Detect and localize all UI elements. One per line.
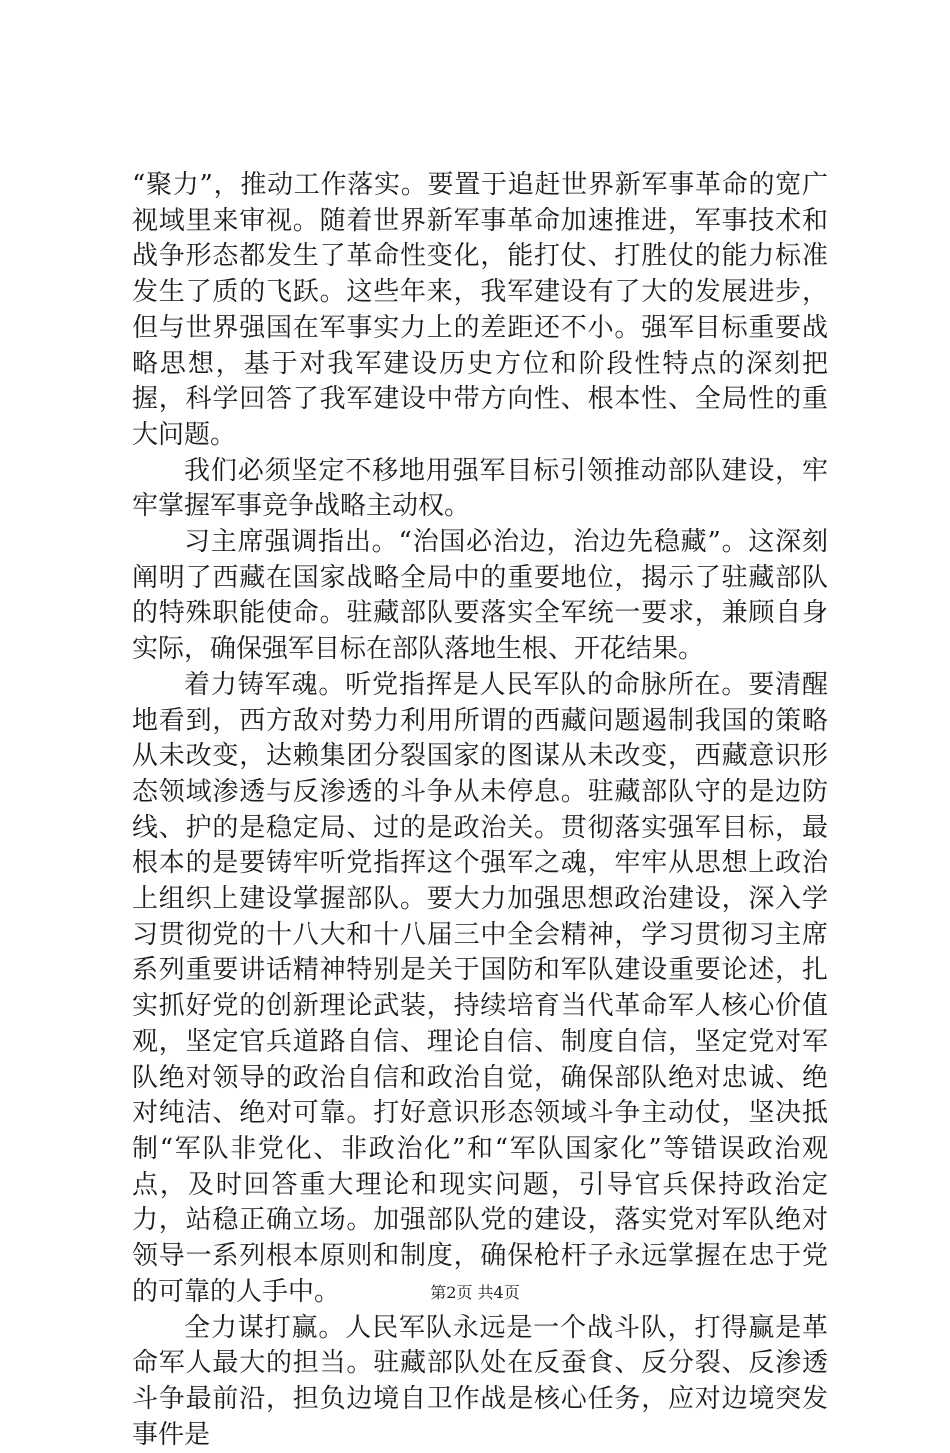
paragraph-4: 着力铸军魂。听党指挥是人民军队的命脉所在。要清醒地看到，西方敌对势力利用所谓的西藏问题遏制我国的策略从未改变，达赖集团分裂国家的图谋从未改变，西藏意识形态领域渗透与反渗透的斗争从未停息。驻藏部队守的是边防线、护的是稳定局、过的是政治关。贯彻落实强军目标，最根本的是要铸牢听党指挥这个强军之魂，牢牢从思想上政治上组织上建设掌握部队。要大力加强思想政治建设，深入学习贯彻党的十八大和十八届三中全会精神，学习贯彻习主席系列重要讲话精神特别是关于国防和军队建设重要论述，扎实抓好党的创新理论武装，持续培育当代革命军人核心价值观，坚定官兵道路自信、理论自信、制度自信，坚定党对军队绝对领导的政治自信和政治自觉，确保部队绝对忠诚、绝对纯洁、绝对可靠。打好意识形态领域斗争主动仗，坚决抵制“军队非党化、非政治化”和“军队国家化”等错误政治观点，及时回答重大理论和现实问题，引导官兵保持政治定力，站稳正确立场。加强部队党的建设，落实党对军队绝对领导一系列根本原则和制度，确保枪杆子永远掌握在忠于党的可靠的人手中。 — [132, 668, 828, 1311]
document-body — [132, 168, 828, 1453]
paragraph-1: “聚力”，推动工作落实。要置于追赶世界新军事革命的宽广视域里来审视。随着世界新军事革命加速推进，军事技术和战争形态都发生了革命性变化，能打仗、打胜仗的能力标准发生了质的飞跃。这些年来，我军建设有了大的发展进步，但与世界强国在军事实力上的差距还不小。强军目标重要战略思想，基于对我军建设历史方位和阶段性特点的深刻把握，科学回答了我军建设中带方向性、根本性、全局性的重大问题。 — [132, 168, 828, 454]
page-footer: 第2页 共4页 — [0, 1280, 950, 1303]
paragraph-2: 我们必须坚定不移地用强军目标引领推动部队建设，牢牢掌握军事竞争战略主动权。 — [132, 454, 828, 525]
paragraph-3: 习主席强调指出。“治国必治边，治边先稳藏”。这深刻阐明了西藏在国家战略全局中的重要地位，揭示了驻藏部队的特殊职能使命。驻藏部队要落实全军统一要求，兼顾自身实际，确保强军目标在部队落地生根、开花结果。 — [132, 525, 828, 668]
paragraph-5: 全力谋打赢。人民军队永远是一个战斗队，打得赢是革命军人最大的担当。驻藏部队处在反蚕食、反分裂、反渗透斗争最前沿，担负边境自卫作战是核心任务，应对边境突发事件是 — [132, 1311, 828, 1453]
